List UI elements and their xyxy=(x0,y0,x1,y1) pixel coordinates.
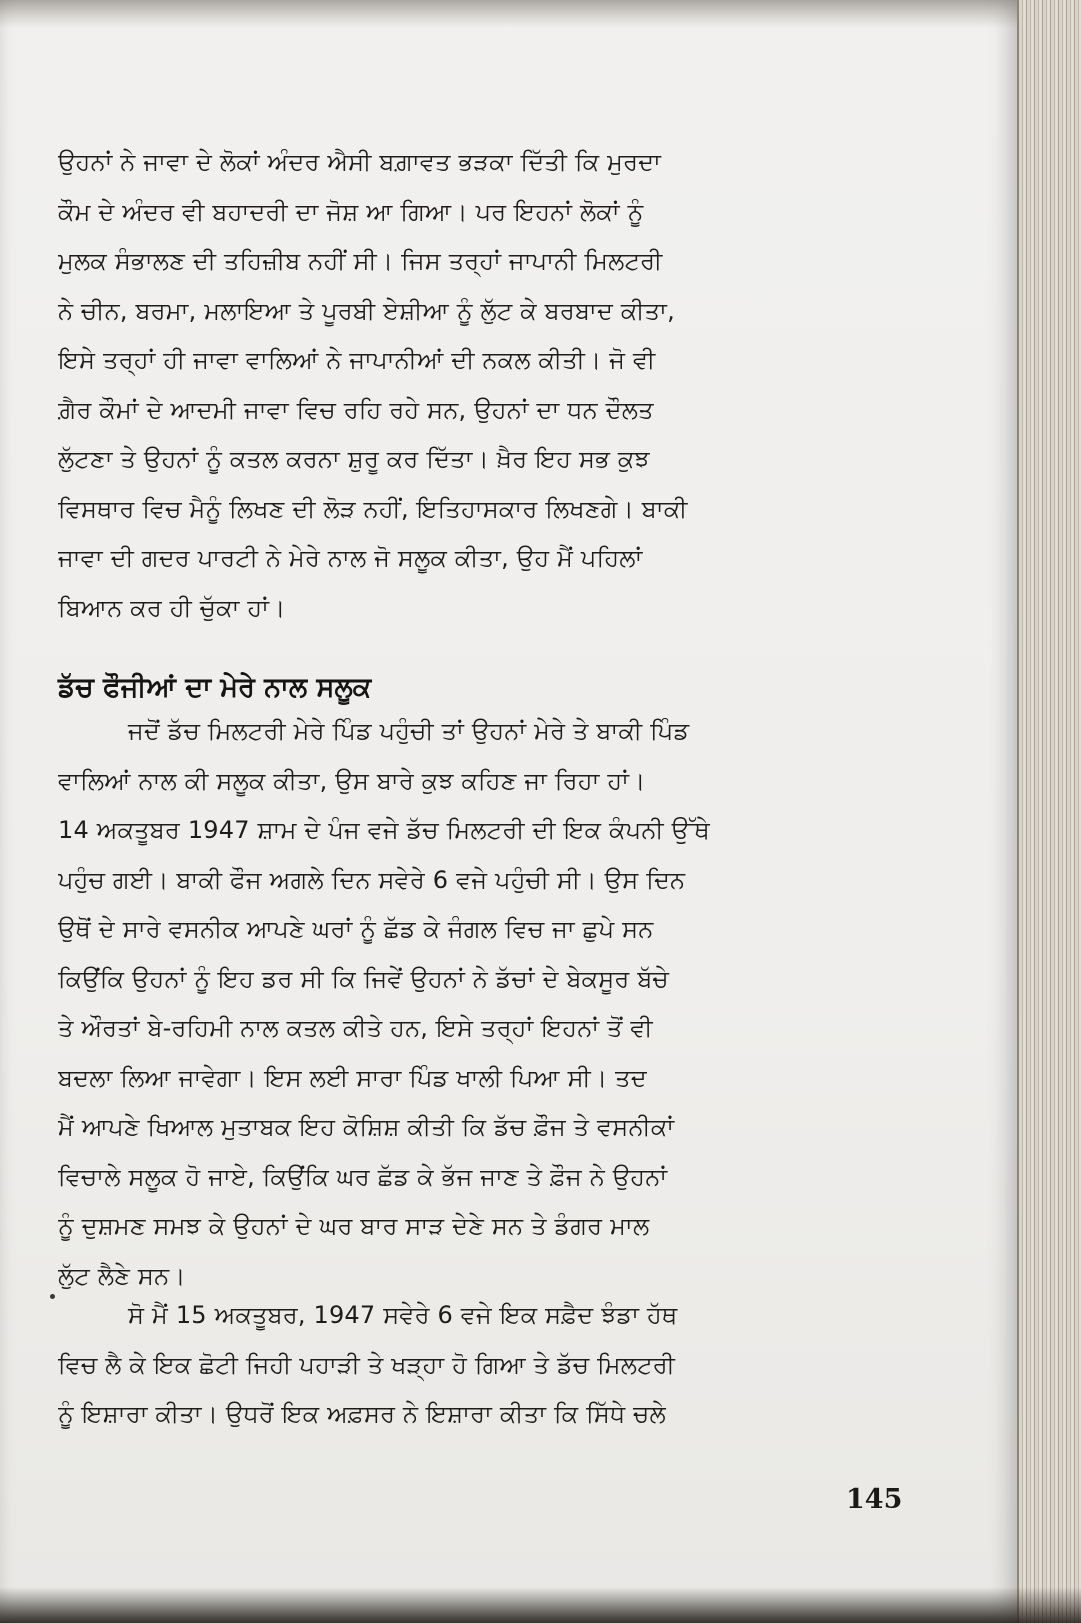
text-line: ਜਦੋਂ ਡੱਚ ਮਿਲਟਰੀ ਮੇਰੇ ਪਿੰਡ ਪਹੁੰਚੀ ਤਾਂ ਉਹਨਾਂ ਮੇਰੇ ਤੇ ਬਾਕੀ ਪਿੰਡ xyxy=(128,717,690,745)
paragraph-1 xyxy=(58,138,870,633)
text-line: ਨੇ ਚੀਨ, ਬਰਮਾ, ਮਲਾਇਆ ਤੇ ਪੂਰਬੀ ਏਸ਼ੀਆ ਨੂੰ ਲੁੱਟ ਕੇ ਬਰਬਾਦ ਕੀਤਾ, xyxy=(58,296,675,325)
text-line: ਮੈਂ ਆਪਣੇ ਖਿਆਲ ਮੁਤਾਬਕ ਇਹ ਕੋਸ਼ਿਸ਼ ਕੀਤੀ ਕਿ ਡੱਚ ਫ਼ੌਜ ਤੇ ਵਸਨੀਕਾਂ xyxy=(58,1113,675,1141)
text-line: ਕੌਮ ਦੇ ਅੰਦਰ ਵੀ ਬਹਾਦਰੀ ਦਾ ਜੋਸ਼ ਆ ਗਿਆ। ਪਰ ਇਹਨਾਂ ਲੋਕਾਂ ਨੂੰ xyxy=(58,197,644,226)
page-edges xyxy=(1017,0,1081,1623)
text-line: ਮੁਲਕ ਸੰਭਾਲਣ ਦੀ ਤਹਿਜ਼ੀਬ ਨਹੀਂ ਸੀ। ਜਿਸ ਤਰ੍ਹਾਂ ਜਾਪਾਨੀ ਮਿਲਟਰੀ xyxy=(58,247,663,275)
text-line: ਵਿਚ ਲੈ ਕੇ ਇਕ ਛੋਟੀ ਜਿਹੀ ਪਹਾੜੀ ਤੇ ਖੜ੍ਹਾ ਹੋ ਗਿਆ ਤੇ ਡੱਚ ਮਿਲਟਰੀ xyxy=(58,1350,676,1379)
section-heading: ਡੱਚ ਫੌਜੀਆਂ ਦਾ ਮੇਰੇ ਨਾਲ ਸਲੂਕ xyxy=(58,672,372,703)
page-number: 145 xyxy=(846,1484,903,1515)
text-line: ਵਾਲਿਆਂ ਨਾਲ ਕੀ ਸਲੂਕ ਕੀਤਾ, ਉਸ ਬਾਰੇ ਕੁਝ ਕਹਿਣ ਜਾ ਰਿਹਾ ਹਾਂ। xyxy=(58,766,646,795)
text-line: ਉਥੋਂ ਦੇ ਸਾਰੇ ਵਸਨੀਕ ਆਪਣੇ ਘਰਾਂ ਨੂੰ ਛੱਡ ਕੇ ਜੰਗਲ ਵਿਚ ਜਾ ਛੁਪੇ ਸਨ xyxy=(58,915,654,943)
text-line: ਵਿਸਥਾਰ ਵਿਚ ਮੈਨੂੰ ਲਿਖਣ ਦੀ ਲੋੜ ਨਹੀਂ, ਇਤਿਹਾਸਕਾਰ ਲਿਖਣਗੇ। ਬਾਕੀ xyxy=(58,494,688,523)
text-line: ਜਾਵਾ ਦੀ ਗਦਰ ਪਾਰਟੀ ਨੇ ਮੇਰੇ ਨਾਲ ਜੋ ਸਲੂਕ ਕੀਤਾ, ਉਹ ਮੈਂ ਪਹਿਲਾਂ xyxy=(58,544,643,572)
paragraph-2 xyxy=(58,707,870,1301)
text-line: ਇਸੇ ਤਰ੍ਹਾਂ ਹੀ ਜਾਵਾ ਵਾਲਿਆਂ ਨੇ ਜਾਪਾਨੀਆਂ ਦੀ ਨਕਲ ਕੀਤੀ। ਜੋ ਵੀ xyxy=(58,346,656,374)
text-line: ਨੂੰ ਦੁਸ਼ਮਣ ਸਮਝ ਕੇ ਉਹਨਾਂ ਦੇ ਘਰ ਬਾਰ ਸਾੜ ਦੇਣੇ ਸਨ ਤੇ ਡੰਗਰ ਮਾਲ xyxy=(58,1212,650,1240)
text-line: ਪਹੁੰਚ ਗਈ। ਬਾਕੀ ਫੌਜ ਅਗਲੇ ਦਿਨ ਸਵੇਰੇ 6 ਵਜੇ ਪਹੁੰਚੀ ਸੀ। ਉਸ ਦਿਨ xyxy=(58,865,686,894)
paragraph-3 xyxy=(58,1291,870,1440)
text-line: ਉਹਨਾਂ ਨੇ ਜਾਵਾ ਦੇ ਲੋਕਾਂ ਅੰਦਰ ਐਸੀ ਬਗ਼ਾਵਤ ਭੜਕਾ ਦਿੱਤੀ ਕਿ ਮੁਰਦਾ xyxy=(58,148,662,176)
text-line: ਬਿਆਨ ਕਰ ਹੀ ਚੁੱਕਾ ਹਾਂ। xyxy=(58,593,286,622)
top-shadow xyxy=(0,0,1022,28)
bottom-shadow xyxy=(0,1587,1081,1623)
text-line: ਸੋ ਮੈਂ 15 ਅਕਤੂਬਰ, 1947 ਸਵੇਰੇ 6 ਵਜੇ ਇਕ ਸਫ਼ੈਦ ਝੰਡਾ ਹੱਥ xyxy=(128,1301,678,1329)
text-line: ਬਦਲਾ ਲਿਆ ਜਾਵੇਗਾ। ਇਸ ਲਈ ਸਾਰਾ ਪਿੰਡ ਖਾਲੀ ਪਿਆ ਸੀ। ਤਦ xyxy=(58,1063,647,1092)
text-line: ਗ਼ੈਰ ਕੌਮਾਂ ਦੇ ਆਦਮੀ ਜਾਵਾ ਵਿਚ ਰਹਿ ਰਹੇ ਸਨ, ਉਹਨਾਂ ਦਾ ਧਨ ਦੌਲਤ xyxy=(58,395,654,424)
text-line: ਤੇ ਔਰਤਾਂ ਬੇ-ਰਹਿਮੀ ਨਾਲ ਕਤਲ ਕੀਤੇ ਹਨ, ਇਸੇ ਤਰ੍ਹਾਂ ਇਹਨਾਂ ਤੋਂ ਵੀ xyxy=(58,1014,653,1042)
text-line: ਕਿਉਂਕਿ ਉਹਨਾਂ ਨੂੰ ਇਹ ਡਰ ਸੀ ਕਿ ਜਿਵੇਂ ਉਹਨਾਂ ਨੇ ਡੱਚਾਂ ਦੇ ਬੇਕਸੂਰ ਬੱਚੇ xyxy=(58,964,669,993)
text-line: ਲੁੱਟ ਲੈਣੇ ਸਨ। xyxy=(58,1261,186,1290)
text-line: ਨੂੰ ਇਸ਼ਾਰਾ ਕੀਤਾ। ਉਧਰੋਂ ਇਕ ਅਫ਼ਸਰ ਨੇ ਇਸ਼ਾਰਾ ਕੀਤਾ ਕਿ ਸਿੱਧੇ ਚਲੇ xyxy=(58,1400,666,1428)
text-line: ਵਿਚਾਲੇ ਸਲੂਕ ਹੋ ਜਾਏ, ਕਿਉਂਕਿ ਘਰ ਛੱਡ ਕੇ ਭੱਜ ਜਾਣ ਤੇ ਫ਼ੌਜ ਨੇ ਉਹਨਾਂ xyxy=(58,1162,668,1191)
text-line: 14 ਅਕਤੂਬਰ 1947 ਸ਼ਾਮ ਦੇ ਪੰਜ ਵਜੇ ਡੱਚ ਮਿਲਟਰੀ ਦੀ ਇਕ ਕੰਪਨੀ ਉੱਥੇ xyxy=(58,816,710,844)
ink-speck xyxy=(50,1294,55,1299)
text-line: ਲੁੱਟਣਾ ਤੇ ਉਹਨਾਂ ਨੂੰ ਕਤਲ ਕਰਨਾ ਸ਼ੁਰੂ ਕਰ ਦਿੱਤਾ। ਖ਼ੈਰ ਇਹ ਸਭ ਕੁਝ xyxy=(58,445,650,473)
